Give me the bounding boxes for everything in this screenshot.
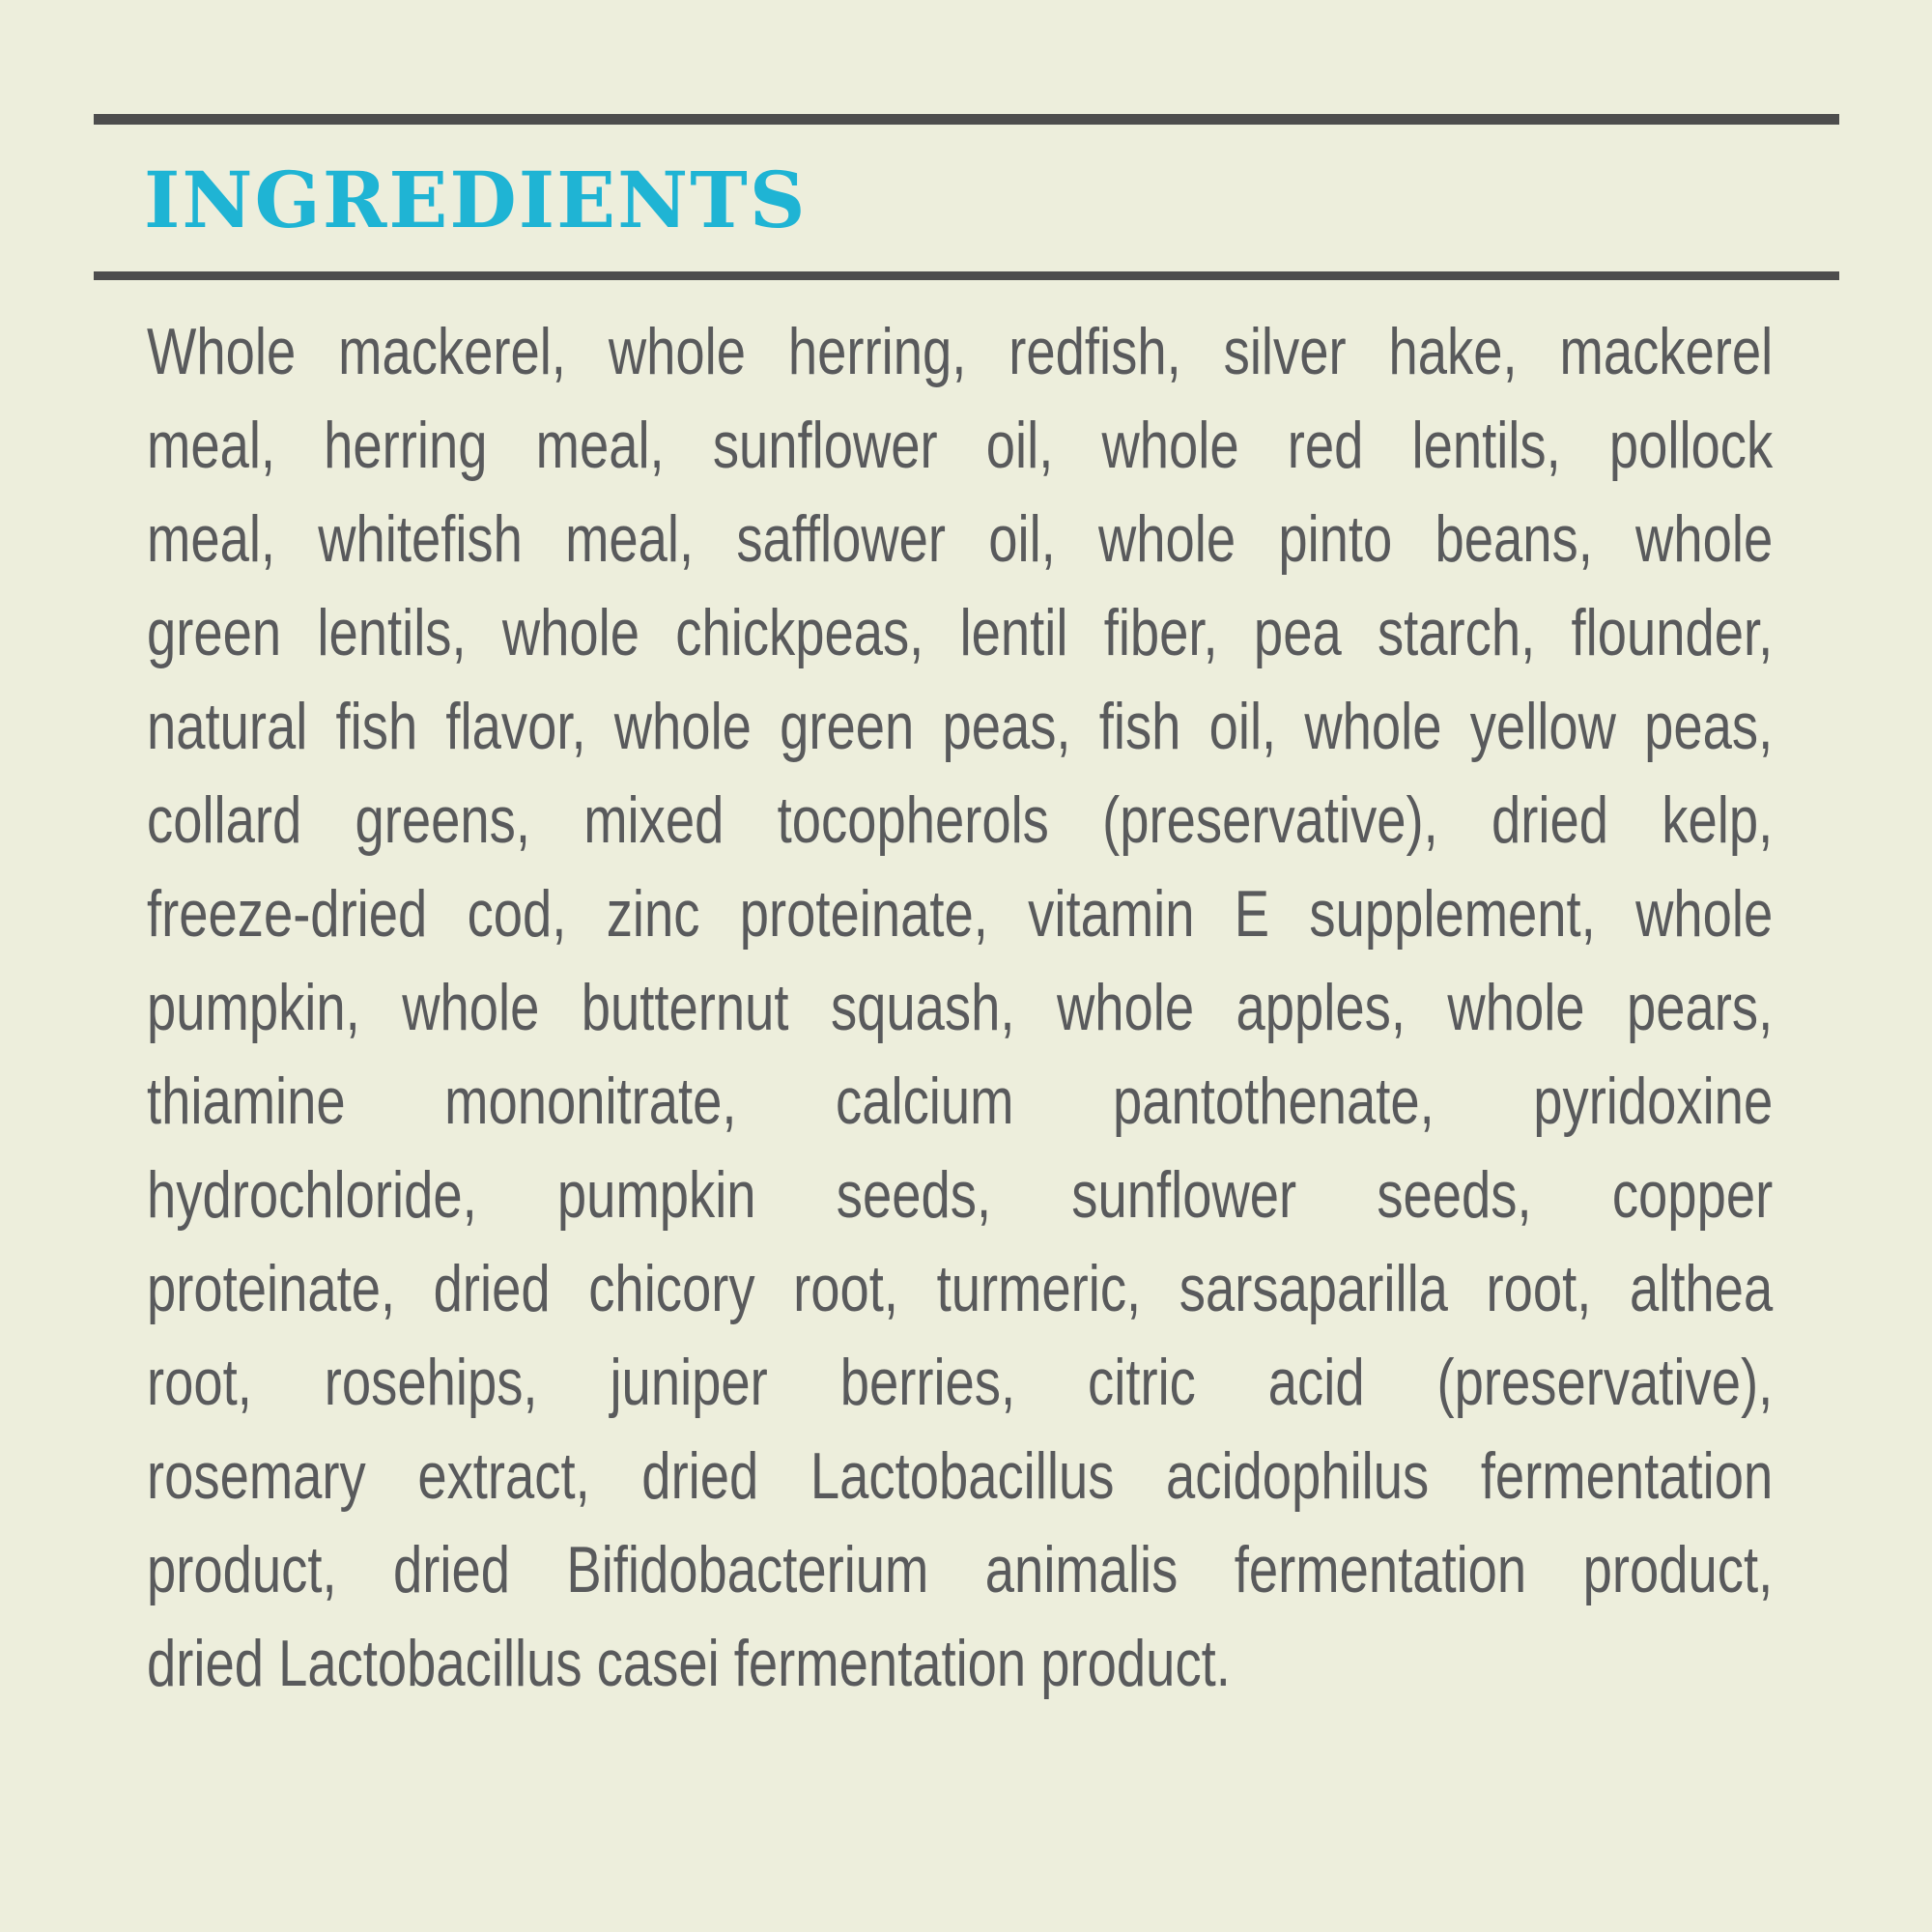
ingredients-line: meal, herring meal, sunflower oil, whole red lentils, pollock xyxy=(147,409,1774,482)
ingredients-line: freeze-dried cod, zinc proteinate, vitamin E supplement, whole xyxy=(147,877,1774,951)
top-divider-rule xyxy=(94,114,1839,125)
ingredients-line: product, dried Bifidobacterium animalis fermentation product, xyxy=(147,1533,1774,1606)
ingredients-line: root, rosehips, juniper berries, citric acid (preservative), xyxy=(147,1346,1774,1419)
title-divider-rule xyxy=(94,271,1839,280)
ingredients-line: pumpkin, whole butternut squash, whole apples, whole pears, xyxy=(147,971,1774,1044)
ingredients-line: proteinate, dried chicory root, turmeric, sarsaparilla root, althea xyxy=(147,1252,1774,1325)
ingredients-line: thiamine mononitrate, calcium pantothenate, pyridoxine xyxy=(147,1065,1774,1138)
ingredients-line: rosemary extract, dried Lactobacillus acidophilus fermentation xyxy=(147,1439,1774,1513)
ingredients-section-title: INGREDIENTS xyxy=(144,155,808,245)
ingredients-line: dried Lactobacillus casei fermentation product. xyxy=(147,1627,1231,1700)
ingredients-line: green lentils, whole chickpeas, lentil fiber, pea starch, flounder, xyxy=(147,596,1774,669)
ingredients-line: Whole mackerel, whole herring, redfish, silver hake, mackerel xyxy=(147,315,1774,388)
ingredients-line: hydrochloride, pumpkin seeds, sunflower seeds, copper xyxy=(147,1158,1774,1232)
ingredients-line: natural fish flavor, whole green peas, fish oil, whole yellow peas, xyxy=(147,690,1774,763)
ingredients-text-block xyxy=(147,305,1773,1711)
ingredients-line: meal, whitefish meal, safflower oil, whole pinto beans, whole xyxy=(147,502,1774,576)
ingredients-line: collard greens, mixed tocopherols (preservative), dried kelp, xyxy=(147,783,1774,857)
